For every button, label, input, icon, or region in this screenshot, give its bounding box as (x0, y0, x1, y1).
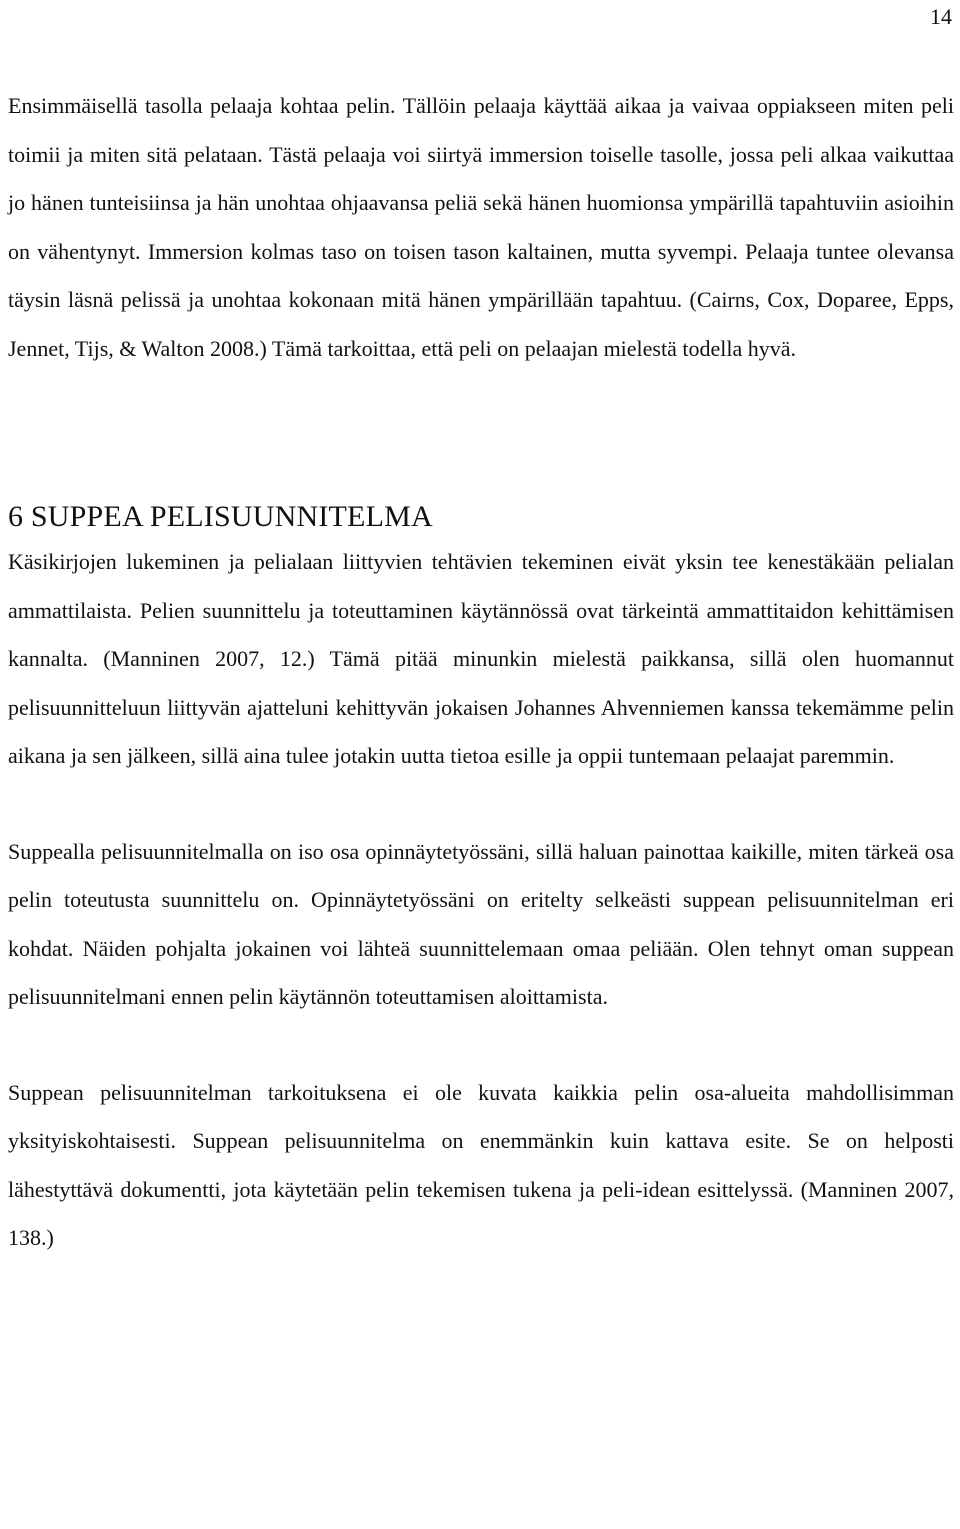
section-paragraph-2: Suppealla pelisuunnitelmalla on iso osa opinnäytetyössäni, sillä haluan painottaa kaikille, miten tärkeä osa pelin toteutusta suunnittelu on. Opinnäytetyössäni on eritelty selkeästi suppean pelisuunnitelman eri kohdat. Näiden pohjalta jokainen voi lähteä suunnittelemaan omaa peliään. Olen tehnyt oman suppean pelisuunnitelmani ennen pelin käytännön toteuttamisen aloittamista. (8, 838, 954, 1009)
spacer (8, 373, 954, 490)
page-number: 14 (930, 4, 952, 29)
document-body (8, 82, 954, 1263)
spacer (8, 1022, 954, 1069)
section-heading: 6 SUPPEA PELISUUNNITELMA (8, 500, 433, 533)
section-paragraph-1: Käsikirjojen lukeminen ja pelialaan liittyvien tehtävien tekeminen eivät yksin tee kenestäkään pelialan ammattilaista. Pelien suunnittelu ja toteuttaminen käytännössä ovat tärkeintä ammattitaidon kehittämisen kannalta. (Manninen 2007, 12.) Tämä pitää minunkin mielestä paikkansa, sillä olen huomannut pelisuunnitteluun liittyvän ajatteluni kehittyvän jokaisen Johannes Ahvenniemen kanssa tekemämme pelin aikana ja sen jälkeen, sillä aina tulee jotakin uutta tietoa esille ja oppii tuntemaan pelaajat paremmin. (8, 549, 954, 768)
spacer (8, 781, 954, 828)
intro-paragraph: Ensimmäisellä tasolla pelaaja kohtaa pelin. Tällöin pelaaja käyttää aikaa ja vaivaa oppiakseen miten peli toimii ja miten sitä pelataan. Tästä pelaaja voi siirtyä immersion toiselle tasolle, jossa peli alkaa vaikuttaa jo hänen tunteisiinsa ja hän unohtaa ohjaavansa peliä sekä hänen huomionsa ympärillä tapahtuviin asioihin on vähentynyt. Immersion kolmas taso on toisen tason kaltainen, mutta syvempi. Pelaaja tuntee olevansa täysin läsnä pelissä ja unohtaa kokonaan mitä hänen ympärillään tapahtuu. (Cairns, Cox, Doparee, Epps, Jennet, Tijs, & Walton 2008.) Tämä tarkoittaa, että peli on pelaajan mielestä todella hyvä. (8, 93, 954, 361)
section-paragraph-3: Suppean pelisuunnitelman tarkoituksena ei ole kuvata kaikkia pelin osa-alueita mahdollisimman yksityiskohtaisesti. Suppean pelisuunnitelma on enemmänkin kuin kattava esite. Se on helposti lähestyttävä dokumentti, jota käytetään pelin tekemisen tukena ja peli-idean esittelyssä. (Manninen 2007, 138.) (8, 1079, 954, 1250)
